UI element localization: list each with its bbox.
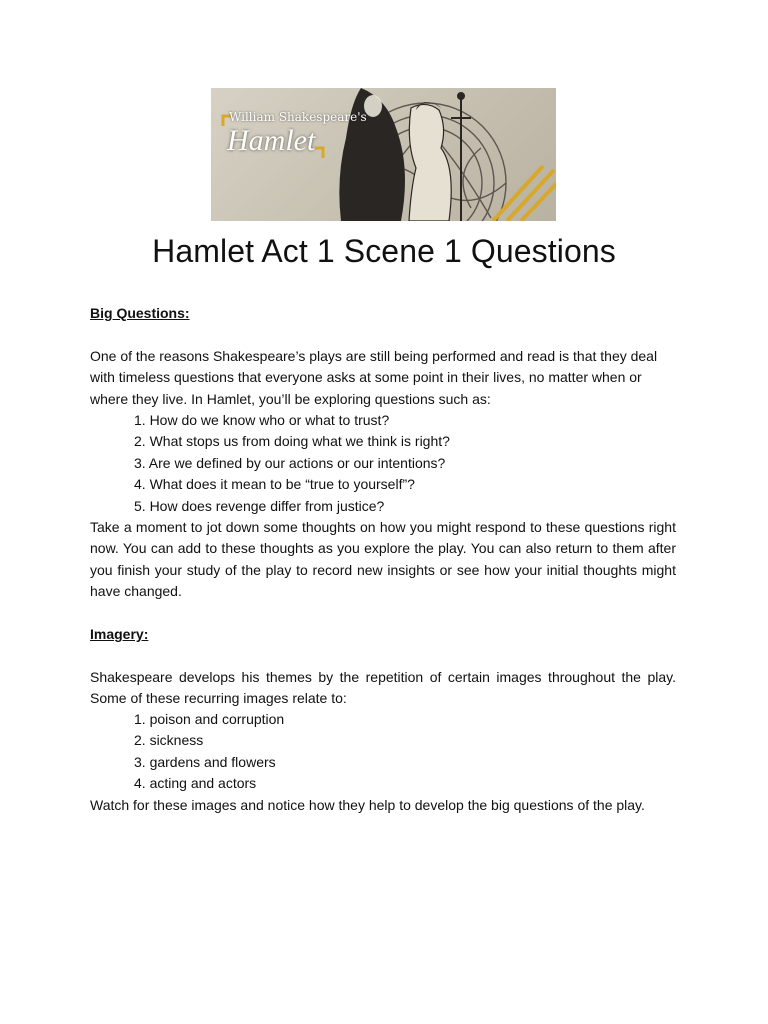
imagery-list bbox=[134, 709, 284, 795]
big-questions-intro: One of the reasons Shakespeare’s plays are still being performed and read is that they deal with timeless questions that everyone asks at some point in their lives, no matter when or where they live. In Hamlet, you’ll be exploring questions such as: bbox=[90, 348, 658, 407]
list-item: 5. How does revenge differ from justice? bbox=[134, 497, 385, 514]
list-item: 2. sickness bbox=[134, 732, 204, 749]
prince-figure bbox=[409, 104, 451, 221]
list-item: 1. How do we know who or what to trust? bbox=[134, 412, 390, 428]
imagery-heading: Imagery: bbox=[90, 626, 149, 642]
list-item: 4. acting and actors bbox=[134, 775, 257, 792]
banner-subtitle: William Shakespeare's bbox=[229, 110, 367, 124]
imagery-outro: Watch for these images and notice how they help to develop the big questions of the play. bbox=[90, 797, 645, 813]
list-item: 3. Are we defined by our actions or our intentions? bbox=[134, 454, 446, 471]
gold-stripes bbox=[493, 166, 556, 221]
big-questions-outro: Take a moment to jot down some thoughts on how you might respond to these questions right now. You can add to these thoughts as you explore the play. You can also return to them after you finish your study of the play to record new insights or see how your initial thoughts might have changed. bbox=[90, 519, 676, 600]
big-questions-list bbox=[134, 410, 450, 517]
imagery-intro: Shakespeare develops his themes by the repetition of certain images throughout the play. Some of these recurring images relate to: bbox=[90, 669, 676, 707]
banner-title: Hamlet bbox=[227, 124, 316, 157]
hamlet-banner bbox=[211, 88, 556, 221]
list-item: 4. What does it mean to be “true to yourself”? bbox=[134, 476, 415, 493]
page-title: Hamlet Act 1 Scene 1 Questions bbox=[152, 233, 616, 269]
list-item: 1. poison and corruption bbox=[134, 711, 285, 727]
list-item: 2. What stops us from doing what we think is right? bbox=[134, 433, 450, 450]
list-item: 3. gardens and flowers bbox=[134, 753, 276, 770]
big-questions-heading: Big Questions: bbox=[90, 305, 190, 321]
